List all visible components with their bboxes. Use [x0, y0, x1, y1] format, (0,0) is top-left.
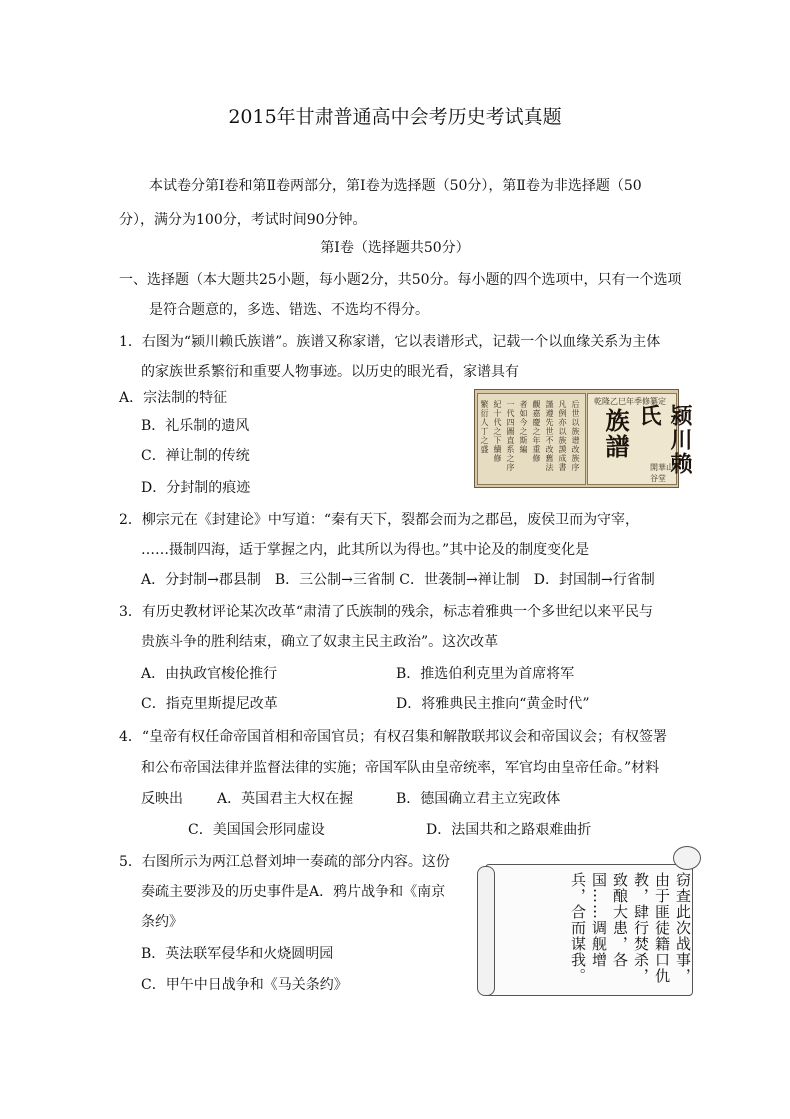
genealogy-col: 謹遵先世不改舊法 [545, 400, 554, 472]
genealogy-cover-subtitle: 族譜 [601, 408, 630, 460]
genealogy-text-pane [477, 393, 586, 485]
q2-options: A．分封制→郡县制 B．三公制→三省制 C．世袭制→禅让制 D．封国制→行省制 [141, 572, 655, 588]
intro-line-1: 本试卷分第Ⅰ卷和第Ⅱ卷两部分，第Ⅰ卷为选择题（50分），第Ⅱ卷为非选择题（50 [149, 178, 642, 194]
q4-option-b: B．德国确立君主立宪政体 [396, 791, 561, 807]
q4-option-c: C．美国国会形同虚设 [188, 822, 325, 838]
instruction-line-1: 一、选择题（本大题共25小题，每小题2分，共50分。每小题的四个选项中，只有一个选项 [119, 272, 682, 288]
genealogy-cover [587, 393, 693, 485]
genealogy-col: 一代四圖直系之序 [506, 400, 515, 472]
q3-option-c: C．指克里斯提尼改革 [141, 696, 278, 712]
q3-option-a: A．由执政官梭伦推行 [141, 666, 278, 682]
q4-stem-lead: 反映出 [141, 791, 183, 807]
genealogy-cover-header: 乾隆乙巳年季修纂定 [594, 397, 666, 406]
genealogy-col: 后世以族谱改族序 [571, 400, 580, 472]
q1-option-a: A．宗法制的特征 [119, 390, 228, 406]
genealogy-col: 凡例亦以族謨成書 [558, 400, 567, 472]
genealogy-col: 紀十代之下續修 [493, 400, 502, 463]
memorial-scroll-image [477, 846, 705, 998]
genealogy-col: 觀嘉慶之年重修 [532, 400, 541, 463]
q5-stem-line-3: 条约》 [141, 914, 183, 930]
intro-line-2: 分），满分为100分，考试时间90分钟。 [119, 212, 367, 228]
q3-stem-line-1: 3．有历史教材评论某次改革“肃清了氏族制的残余，标志着雅典一个多世纪以来平民与 [119, 604, 654, 620]
page-title: 2015年甘肃普通高中会考历史考试真题 [228, 106, 562, 128]
q5-option-b: B．英法联军侵华和火烧圆明园 [141, 946, 334, 962]
genealogy-col: 繁衍人丁之盛 [480, 400, 489, 454]
q5-option-c: C．甲午中日战争和《马关条约》 [141, 977, 348, 993]
q1-option-d: D．分封制的痕迹 [141, 480, 251, 496]
q5-stem-line-1: 5．右图所示为两江总督刘坤一奏疏的部分内容。这份 [119, 854, 450, 870]
q3-option-d: D．将雅典民主推向“黄金时代” [396, 696, 590, 712]
q4-option-d: D．法国共和之路艰难曲折 [426, 822, 592, 838]
q2-stem-line-2: ……摄制四海，适于掌握之内，此其所以为得也。”其中论及的制度变化是 [141, 542, 590, 558]
q1-option-b: B．礼乐制的遗风 [141, 418, 250, 434]
q1-option-c: C．禅让制的传统 [141, 448, 250, 464]
genealogy-cover-title: 颍川赖氏 [636, 404, 693, 476]
genealogy-seal: 開華山谷堂 [650, 463, 674, 483]
scroll-roll-left [477, 866, 495, 996]
q3-stem-line-2: 贵族斗争的胜利结束，确立了奴隶主民主政治”。这次改革 [141, 634, 499, 650]
q3-option-b: B．推选伯利克里为首席将军 [396, 666, 575, 682]
q4-stem-line-2: 和公布帝国法律并监督法律的实施；帝国军队由皇帝统率，军官均由皇帝任命。”材料 [141, 760, 660, 776]
section-title: 第Ⅰ卷（选择题共50分） [320, 240, 470, 256]
q5-stem-line-2: 奏疏主要涉及的历史事件是A．鸦片战争和《南京 [141, 884, 446, 900]
scroll-text: 窃查此次战事，由于匪徒籍口仇教，肆行焚杀，致酿大患，各国……调舰增兵，合而谋我。 [569, 872, 692, 984]
genealogy-col: 者如今之斯編 [519, 400, 528, 454]
genealogy-image [474, 389, 693, 488]
q1-stem-line-1: 1．右图为“颍川赖氏族谱”。族谱又称家谱，它以表谱形式，记载一个以血缘关系为主体 [119, 334, 661, 350]
q4-stem-line-1: 4．“皇帝有权任命帝国首相和帝国官员；有权召集和解散联邦议会和帝国议会；有权签署 [119, 729, 668, 745]
instruction-line-2: 是符合题意的，多选、错选、不选均不得分。 [149, 302, 429, 318]
q4-option-a: A．英国君主大权在握 [217, 791, 354, 807]
q1-stem-line-2: 的家族世系繁衍和重要人物事迹。以历史的眼光看，家谱具有 [141, 364, 519, 380]
scroll-roll-top [673, 846, 701, 870]
q2-stem-line-1: 2．柳宗元在《封建论》中写道：“秦有天下，裂都会而为之郡邑，废侯卫而为守宰， [119, 512, 640, 528]
